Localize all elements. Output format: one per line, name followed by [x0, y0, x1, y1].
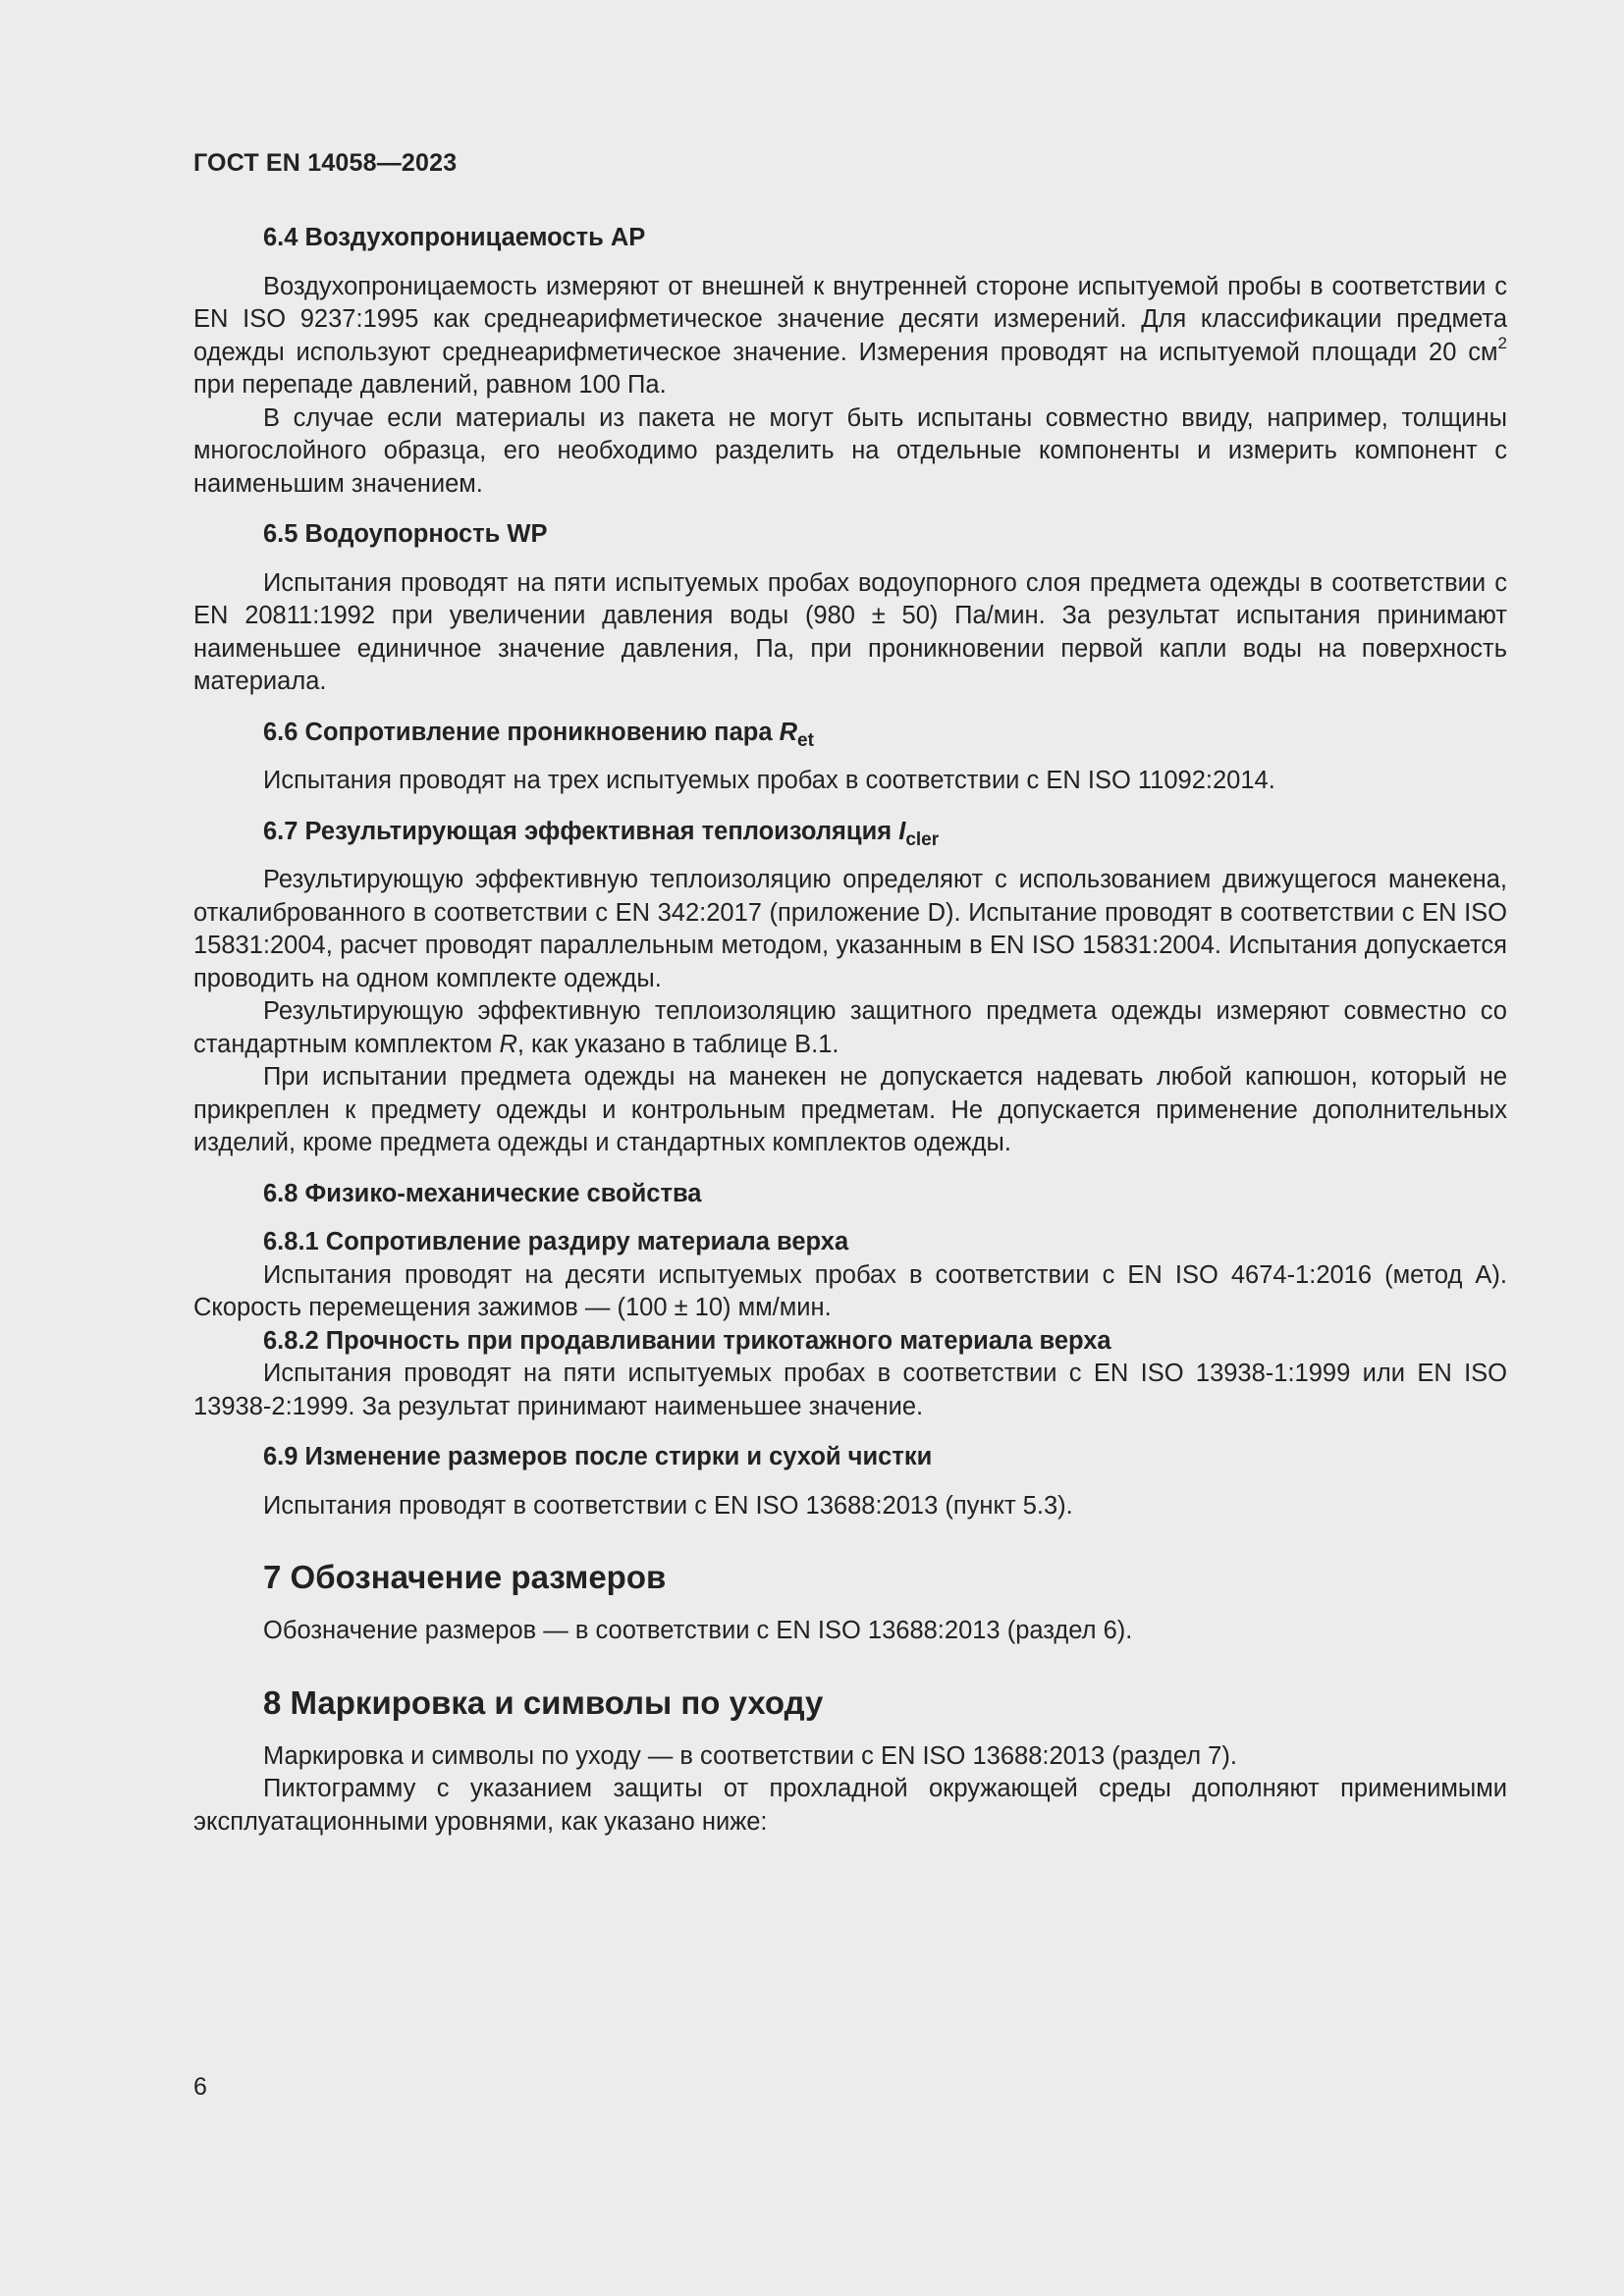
paragraph-text: , как указано в таблице B.1. [516, 1030, 839, 1058]
section-6-4-heading: 6.4 Воздухопроницаемость AP [263, 224, 646, 251]
section-8-paragraph-2: Пиктограмму с указанием защиты от прохладной окружающей среды дополняют применимыми эксплуатационными уровнями, как указано ниже: [193, 1775, 1507, 1836]
heading-text: 6.7 Результирующая эффективная теплоизоляция [263, 817, 899, 845]
section-6-7-paragraph-3: При испытании предмета одежды на манекен не допускается надевать любой капюшон, который не прикреплен к предмету одежды и контрольным предметам. Не допускается применение дополнительных изделий, кроме предмета одежды и стандартных комплектов одежды. [193, 1063, 1507, 1156]
section-6-9-heading: 6.9 Изменение размеров после стирки и сухой чистки [263, 1443, 933, 1470]
section-6-7-heading [193, 816, 1507, 849]
section-6-5-paragraph-1: Испытания проводят на пяти испытуемых пробах водоупорного слоя предмета одежды в соответствии с EN 20811:1992 при увеличении давления воды (980 ± 50) Па/мин. За результат испытания принимают наименьшее единичное значение давления, Па, при проникновении первой капли воды на поверхность материала. [193, 568, 1507, 695]
section-6-7-paragraph-2 [193, 995, 1507, 1061]
section-6-8-1-paragraph: Испытания проводят на десяти испытуемых пробах в соответствии с EN ISO 4674-1:2016 (метод А). Скорость перемещения зажимов — (100 ± 10) мм/мин. [193, 1260, 1507, 1321]
heading-symbol: I [898, 817, 906, 845]
paragraph-text: при перепаде давлений, равном 100 Па. [193, 371, 667, 399]
paragraph-text: Воздухопроницаемость измеряют от внешней к внутренней стороне испытуемой пробы в соответствии с EN ISO 9237:1995 как среднеарифметическое значение десяти измерений. Для классификации предмета одежды используют среднеарифметическое значение. Измерения проводят на испытуемой площади 20 см [193, 272, 1507, 366]
heading-subscript: cler [905, 828, 940, 850]
paragraph-text: Результирующую эффективную теплоизоляцию защитного предмета одежды измеряют совместно со стандартным комплектом [193, 997, 1507, 1058]
section-7-paragraph-1: Обозначение размеров — в соответствии с EN ISO 13688:2013 (раздел 6). [263, 1617, 1133, 1644]
heading-subscript: et [797, 729, 814, 751]
section-6-8-1-heading: 6.8.1 Сопротивление раздиру материала верха [263, 1228, 849, 1255]
section-6-6-paragraph-1: Испытания проводят на трех испытуемых пробах в соответствии с EN ISO 11092:2014. [263, 767, 1275, 794]
document-header: ГОСТ EN 14058—2023 [193, 149, 458, 177]
heading-text: 6.6 Сопротивление проникновению пара [263, 718, 780, 746]
section-8-paragraph-1: Маркировка и символы по уходу — в соответствии с EN ISO 13688:2013 (раздел 7). [263, 1741, 1237, 1770]
symbol: R [499, 1030, 517, 1058]
page-number: 6 [193, 2073, 207, 2101]
section-6-9-paragraph-1: Испытания проводят в соответствии с EN ISO 13688:2013 (пункт 5.3). [263, 1491, 1073, 1520]
section-6-7-paragraph-1: Результирующую эффективную теплоизоляцию определяют с использованием движущегося манекена, откалиброванного в соответствии с EN 342:2017 (приложение D). Испытание проводят в соответствии с EN ISO 15831:2004, расчет проводят параллельным методом, указанным в EN ISO 15831:2004. Испытания допускается проводить на одном комплекте одежды. [193, 866, 1507, 992]
section-7-heading: 7 Обозначение размеров [263, 1559, 667, 1595]
section-6-8-heading: 6.8 Физико-механические свойства [263, 1179, 702, 1207]
document-body [193, 222, 1507, 1839]
section-6-8-2-heading: 6.8.2 Прочность при продавливании трикотажного материала верха [263, 1326, 1111, 1355]
section-6-4-paragraph-1 [193, 271, 1507, 402]
section-6-5-heading: 6.5 Водоупорность WP [263, 520, 548, 548]
section-8-heading: 8 Маркировка и символы по уходу [263, 1683, 824, 1721]
section-6-4-paragraph-2: В случае если материалы из пакета не могут быть испытаны совместно ввиду, например, толщины многослойного образца, его необходимо разделить на отдельные компоненты и измерить компонент с наименьшим значением. [193, 403, 1507, 498]
heading-symbol: R [779, 718, 798, 746]
superscript: 2 [1497, 334, 1507, 352]
section-6-6-heading [193, 717, 1507, 750]
section-6-8-2-paragraph: Испытания проводят на пяти испытуемых пробах в соответствии с EN ISO 13938-1:1999 или EN ISO 13938-2:1999. За результат принимают наименьшее значение. [193, 1360, 1507, 1420]
